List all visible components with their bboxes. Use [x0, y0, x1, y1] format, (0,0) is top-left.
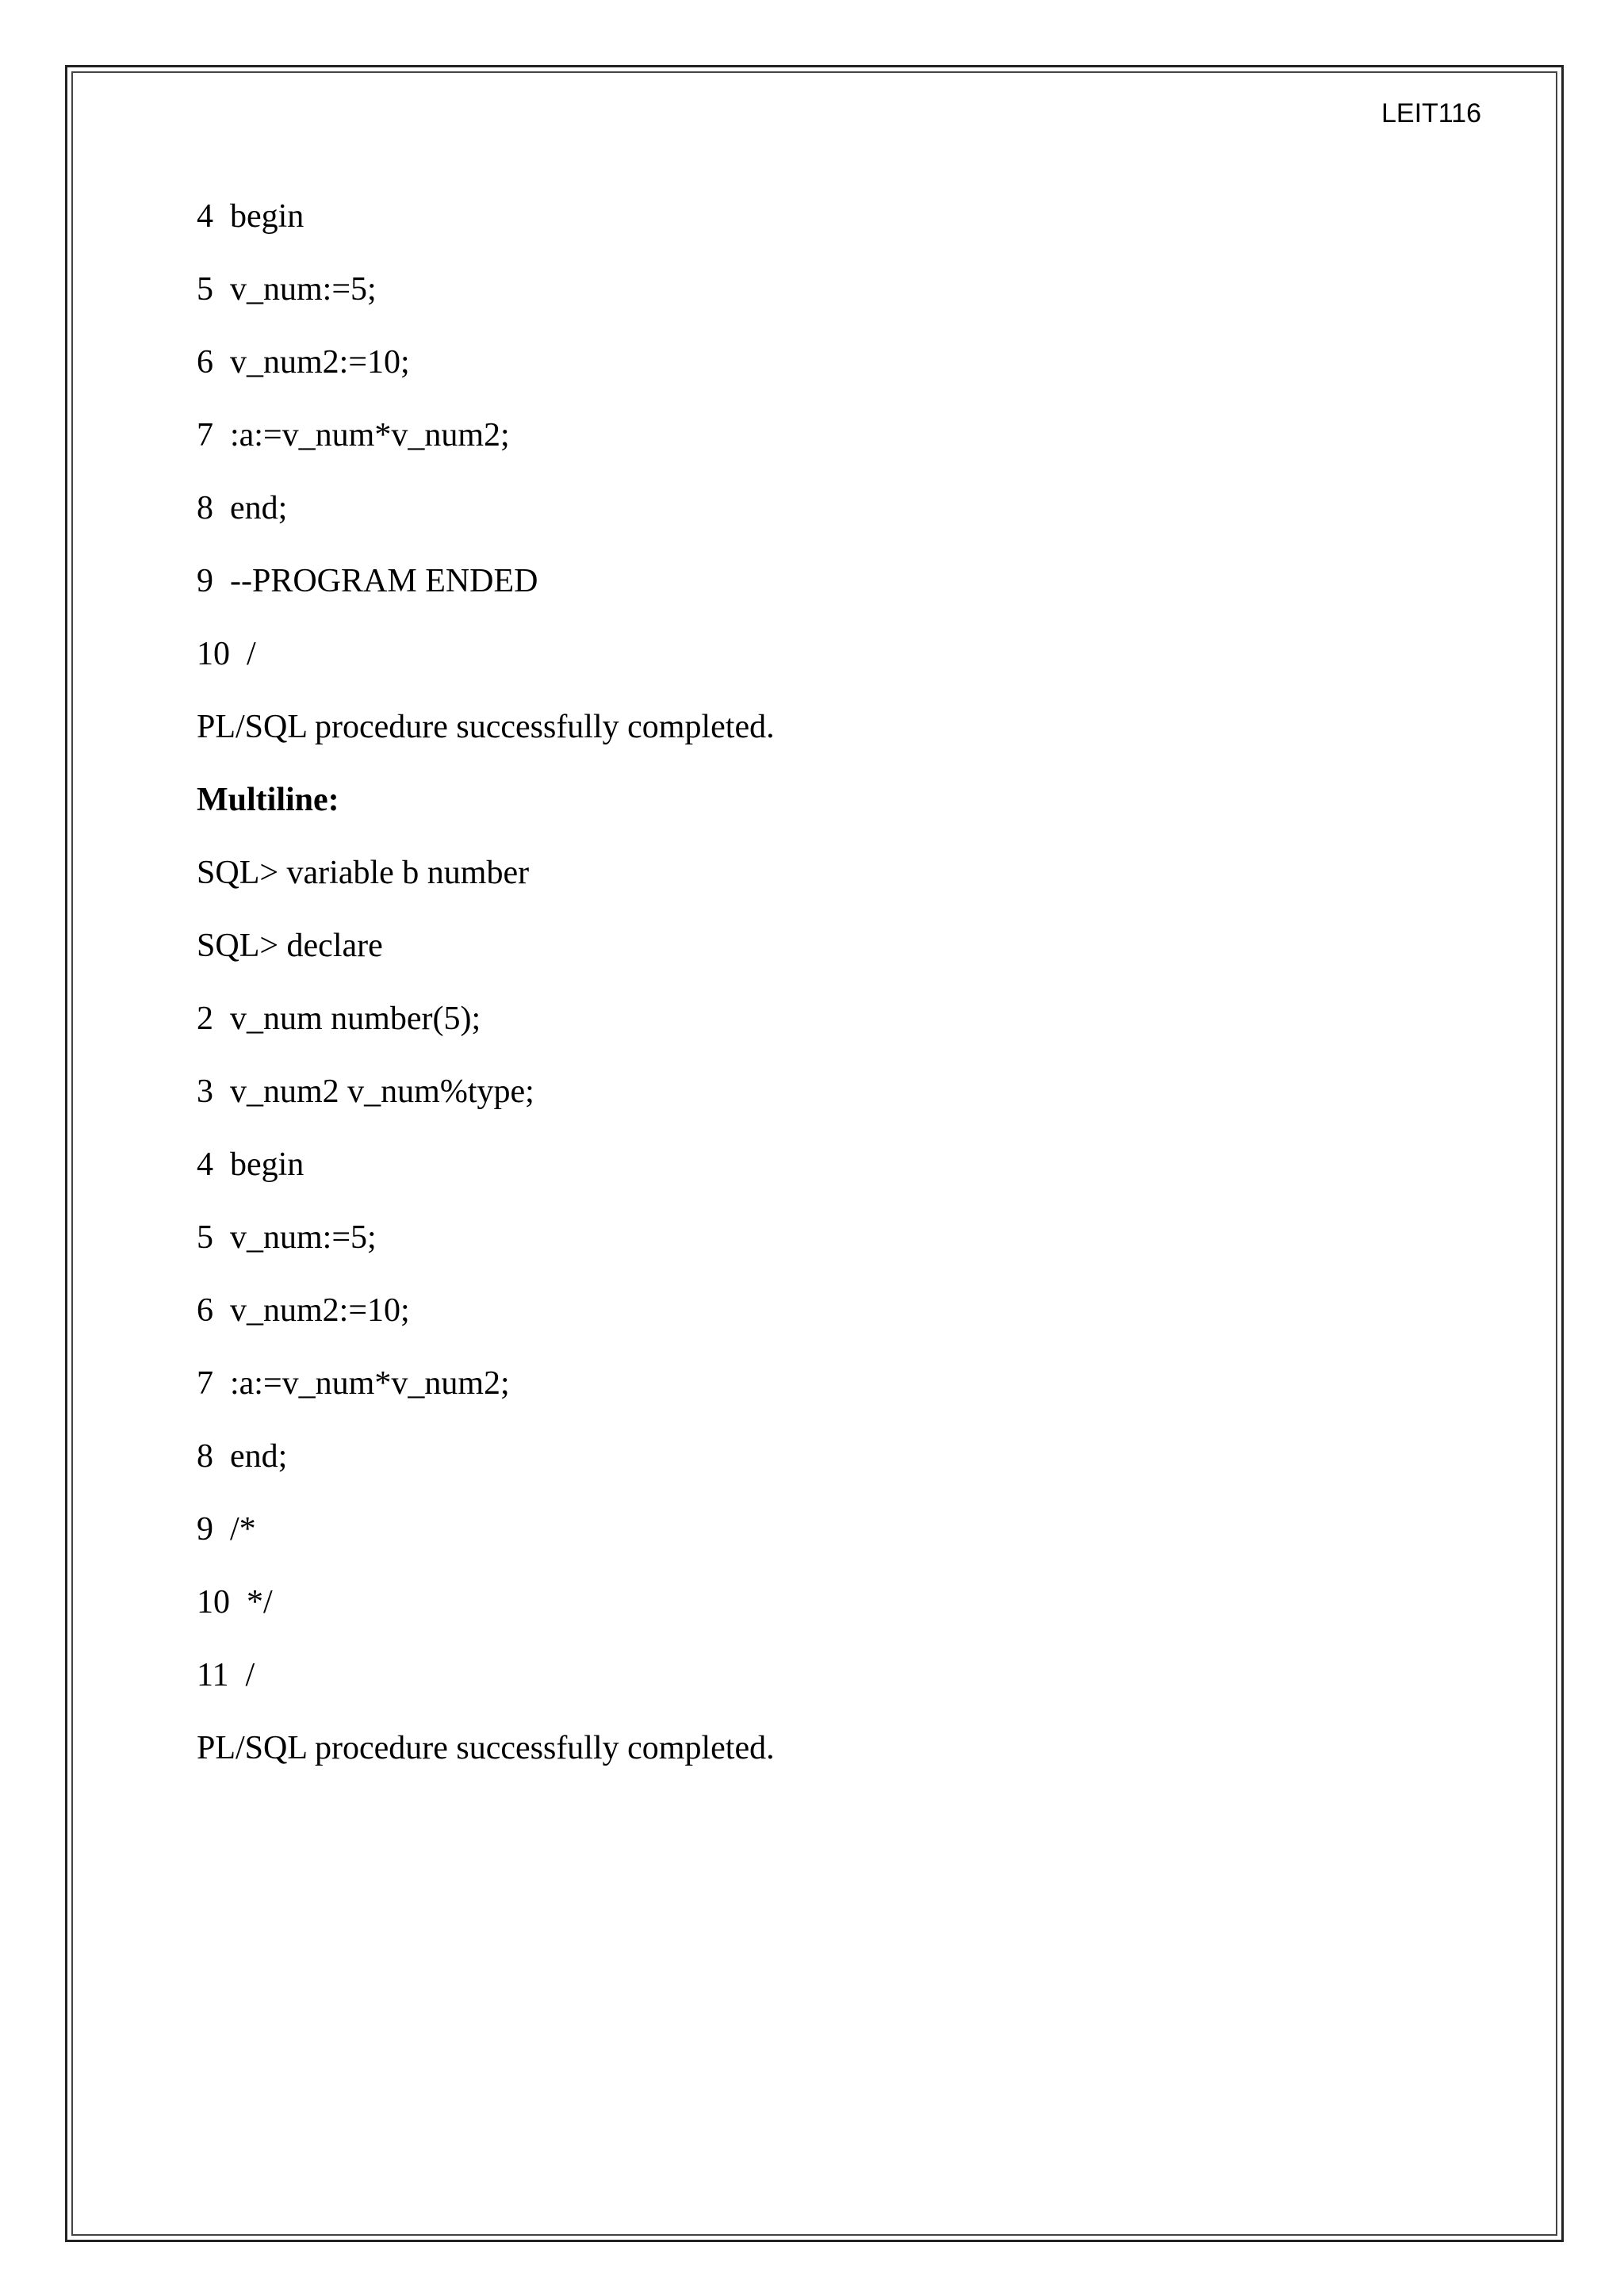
output-line: PL/SQL procedure successfully completed.: [197, 709, 775, 745]
sql-prompt-line: SQL> declare: [197, 928, 383, 964]
document-code: LEIT116: [1381, 98, 1481, 128]
code-line: 10 */: [197, 1584, 273, 1621]
code-line: 7 :a:=v_num*v_num2;: [197, 417, 510, 453]
code-line: 8 end;: [197, 490, 288, 526]
sql-prompt-line: SQL> variable b number: [197, 855, 530, 891]
code-line: 4 begin: [197, 198, 304, 235]
code-line: 7 :a:=v_num*v_num2;: [197, 1365, 510, 1402]
code-line: 9 /*: [197, 1511, 256, 1548]
section-heading: Multiline:: [197, 782, 339, 818]
code-line: 3 v_num2 v_num%type;: [197, 1073, 534, 1110]
code-line: 9 --PROGRAM ENDED: [197, 563, 538, 599]
code-line: 6 v_num2:=10;: [197, 1292, 410, 1329]
code-line: 4 begin: [197, 1146, 304, 1183]
document-body: [197, 190, 1465, 1795]
code-line: 10 /: [197, 636, 256, 672]
code-line: 6 v_num2:=10;: [197, 344, 410, 381]
code-line: 11 /: [197, 1657, 255, 1693]
output-line: PL/SQL procedure successfully completed.: [197, 1730, 775, 1766]
code-line: 5 v_num:=5;: [197, 271, 377, 308]
code-line: 2 v_num number(5);: [197, 1001, 481, 1037]
code-line: 5 v_num:=5;: [197, 1219, 377, 1256]
code-line: 8 end;: [197, 1438, 288, 1475]
